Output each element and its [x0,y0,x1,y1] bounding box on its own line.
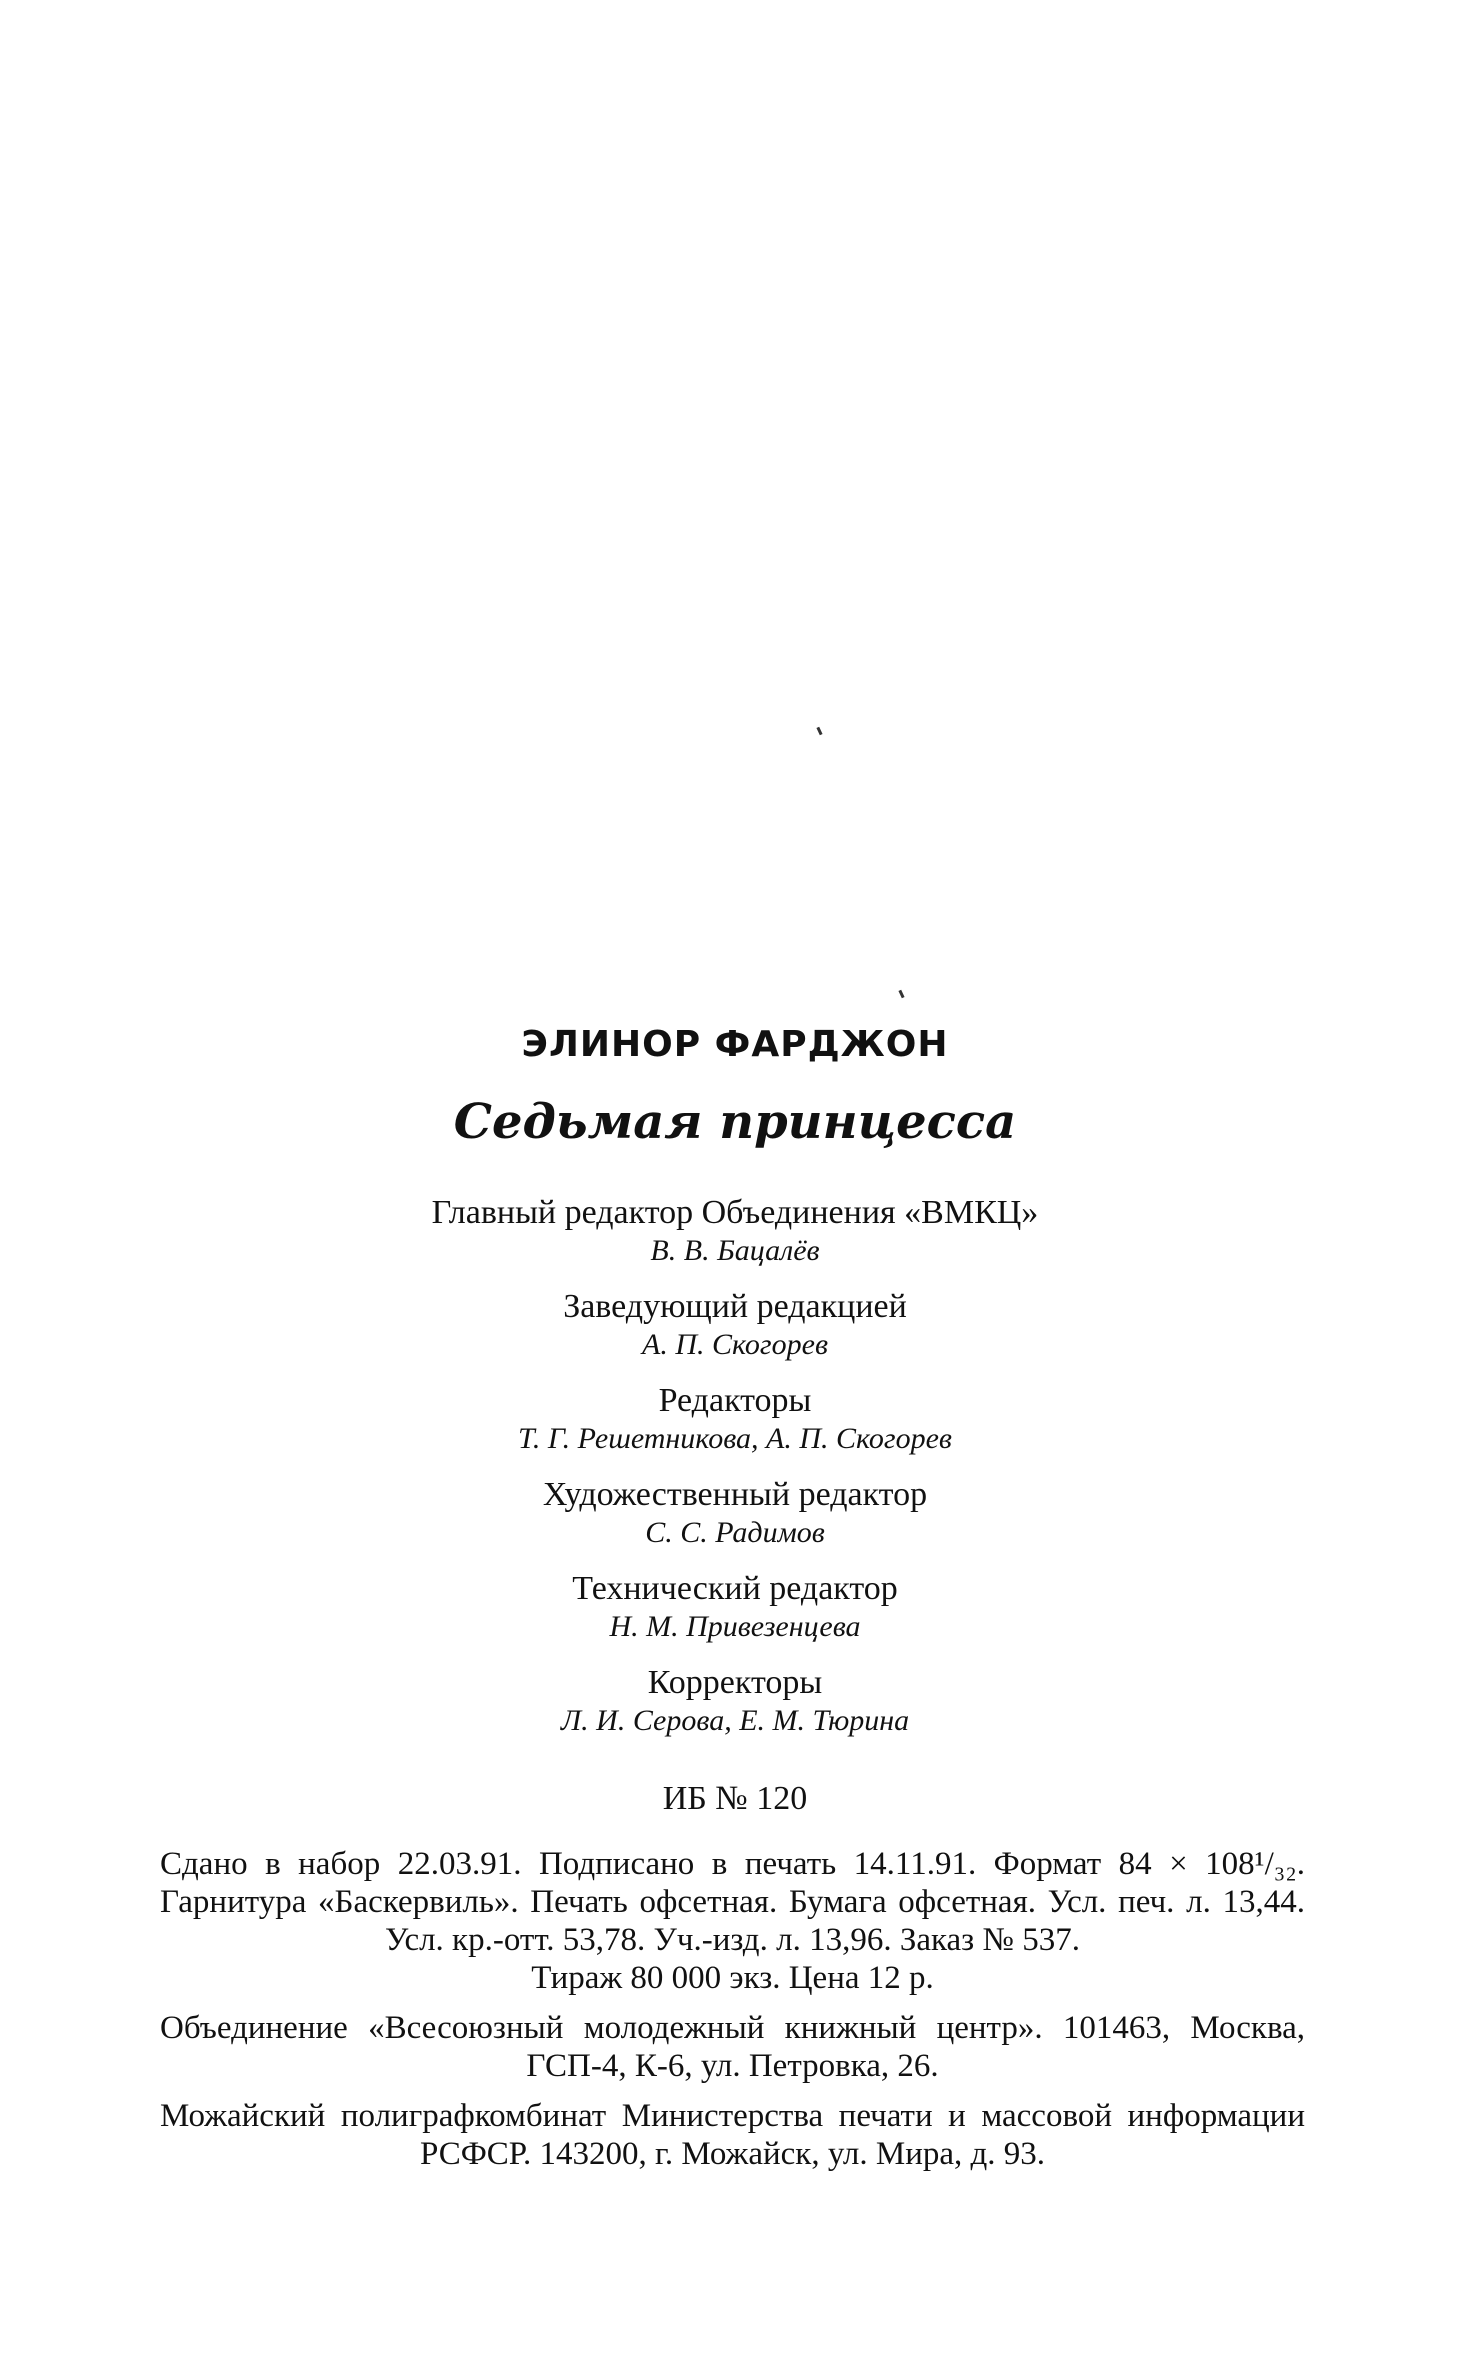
publisher-address: Объединение «Всесоюзный молодежный книжный центр». 101463, Москва, ГСП-4, К-6, ул. Петровка, 26. [160,2010,1305,2084]
staff-name: В. В. Бацалёв [650,1234,820,1267]
staff-role: Технический редактор [572,1570,898,1607]
staff-entry [0,1475,1470,1551]
staff-entry [0,1381,1470,1457]
staff-role: Корректоры [647,1664,823,1701]
staff-name: С. С. Радимов [645,1516,825,1549]
staff-list [0,1193,1470,1739]
staff-name: Л. И. Серова, Е. М. Тюрина [560,1704,910,1737]
printer-address: Можайский полиграфкомбинат Министерства печати и массовой информации РСФСР. 143200, г. Можайск, ул. Мира, д. 93. [160,2098,1305,2172]
staff-role: Заведующий редакцией [563,1288,907,1325]
staff-name: Т. Г. Решетникова, А. П. Скогорев [518,1422,952,1455]
staff-entry [0,1663,1470,1739]
production-details: Сдано в набор 22.03.91. Подписано в печать 14.11.91. Формат 84 × 108¹/₃₂. Гарнитура «Баскервиль». Печать офсетная. Бумага офсетная. Усл. печ. л. 13,44. Усл. кр.-отт. 53,78. Уч.-изд. л. 13,96. Заказ № 537. [160,1846,1305,1958]
author-name: ЭЛИНОР ФАРДЖОН [521,1024,949,1065]
circulation-price: Тираж 80 000 экз. Цена 12 р. [531,1960,934,1996]
staff-entry [0,1193,1470,1269]
staff-name: Н. М. Привезенцева [609,1610,861,1643]
print-speck [816,727,822,736]
print-speck [898,990,904,999]
staff-name: А. П. Скогорев [642,1328,828,1361]
book-title: Седьмая принцесса [453,1094,1017,1150]
ib-number: ИБ № 120 [662,1780,808,1817]
staff-role: Главный редактор Объединения «ВМКЦ» [431,1194,1039,1231]
staff-role: Художественный редактор [542,1476,928,1513]
imprint-block [160,1845,1305,2185]
staff-entry [0,1287,1470,1363]
staff-role: Редакторы [658,1382,812,1419]
credits-block [0,1015,1470,1819]
staff-entry [0,1569,1470,1645]
